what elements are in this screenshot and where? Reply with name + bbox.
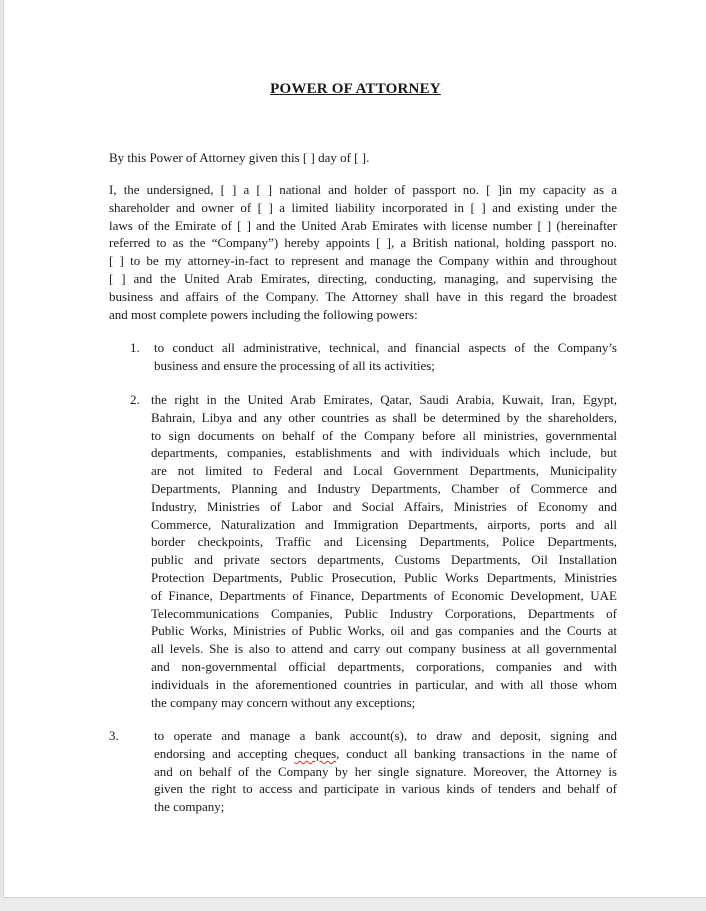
list-item-line: and non-governmental official departments, corporations, companies and with bbox=[151, 658, 617, 674]
list-item-line: public and private sectors departments, Customs Departments, Oil Installation bbox=[151, 552, 617, 568]
list-item-line: Protection Departments, Public Prosecution, Public Works Departments, Ministries bbox=[151, 569, 617, 585]
paragraph-line: I, the undersigned, [ ] a [ ] national and holder of passport no. [ ]in my capacity as a bbox=[109, 182, 617, 197]
list-item-line: individuals in the aforementioned countries in particular, and with all those whom bbox=[151, 676, 617, 692]
list-item-line: endorsing and accepting cheques, conduct all banking transactions in the name of bbox=[154, 745, 617, 761]
list-item-line: border checkpoints, Traffic and Licensing Departments, Police Departments, bbox=[151, 534, 617, 550]
list-item-text bbox=[154, 339, 617, 375]
list-item-line: are not limited to Federal and Local Government Departments, Municipality bbox=[151, 463, 617, 479]
list-item-line: Bahrain, Libya and any other countries as shall be determined by the shareholders, bbox=[151, 409, 617, 425]
list-item-line: given the right to access and participate in various kinds of tenders and behalf of bbox=[154, 781, 617, 797]
list-item-text bbox=[151, 391, 617, 711]
list-number: 2. bbox=[130, 392, 140, 407]
list-number: 1. bbox=[130, 340, 140, 355]
paragraph-line: referred to as the “Company”) hereby appoints [ ], a British national, holding passport no. bbox=[109, 235, 617, 251]
list-item-line: Industry, Ministries of Labor and Social Affairs, Ministries of Economy and bbox=[151, 498, 617, 514]
spellcheck-word: cheques bbox=[294, 745, 337, 761]
list-item-line: to operate and manage a bank account(s), to draw and deposit, signing and bbox=[154, 728, 617, 743]
list-item-line: Commerce, Naturalization and Immigration Departments, airports, ports and all bbox=[151, 516, 617, 532]
paragraph-line: [ ] to be my attorney-in-fact to represent and manage the Company within and throughout bbox=[109, 253, 617, 269]
document-page bbox=[3, 0, 706, 898]
list-item-line: of Finance, Departments of Finance, Departments of Economic Development, UAE bbox=[151, 587, 617, 603]
list-item-line: to sign documents on behalf of the Company before all ministries, governmental bbox=[151, 427, 617, 443]
list-item-line: Departments, Planning and Industry Departments, Chamber of Commerce and bbox=[151, 480, 617, 496]
paragraph-line: business and affairs of the Company. The Attorney shall have in this regard the broadest bbox=[109, 288, 617, 304]
paragraph-line: shareholder and owner of [ ] a limited liability incorporated in [ ] and existing under the bbox=[109, 199, 617, 215]
list-number: 3. bbox=[109, 728, 119, 743]
list-item-line: all levels. She is also to attend and carry out company business at all governmental bbox=[151, 641, 617, 657]
list-item-line: business and ensure the processing of all its activities; bbox=[154, 357, 435, 373]
list-item-line: the company; bbox=[154, 799, 225, 815]
list-item-line: departments, companies, establishments and with individuals which include, but bbox=[151, 445, 617, 461]
list-item-line: Telecommunications Companies, Public Industry Corporations, Departments of bbox=[151, 605, 617, 621]
list-item-line: Public Works, Ministries of Public Works, oil and gas companies and the Courts at bbox=[151, 623, 617, 639]
list-item-line: to conduct all administrative, technical, and financial aspects of the Company’s bbox=[154, 340, 617, 355]
paragraph-line: and most complete powers including the following powers: bbox=[109, 306, 418, 322]
list-item-line: the company may concern without any exceptions; bbox=[151, 694, 416, 710]
opening-paragraph bbox=[109, 181, 617, 323]
paragraph-line: laws of the Emirate of [ ] and the United Arab Emirates with license number [ ] (hereinafter bbox=[109, 217, 617, 233]
list-item-line: and on behalf of the Company by her single signature. Moreover, the Attorney is bbox=[154, 763, 617, 779]
list-item-text bbox=[154, 727, 617, 816]
paragraph-line: [ ] and the United Arab Emirates, directing, conducting, managing, and supervising the bbox=[109, 270, 617, 286]
intro-line: By this Power of Attorney given this [ ] day of [ ]. bbox=[109, 150, 370, 165]
viewer-bottom-strip bbox=[0, 898, 706, 911]
list-item-line: the right in the United Arab Emirates, Qatar, Saudi Arabia, Kuwait, Iran, Egypt, bbox=[151, 392, 617, 407]
document-title: POWER OF ATTORNEY bbox=[270, 81, 441, 97]
